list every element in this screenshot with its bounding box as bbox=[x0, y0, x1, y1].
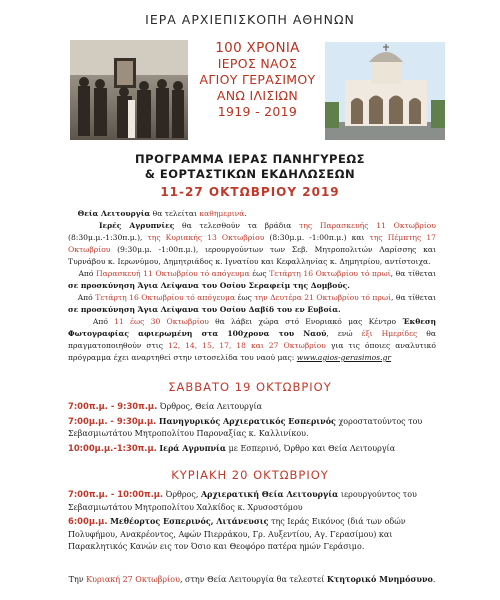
schedule-row bbox=[68, 442, 436, 456]
title-line-1: 100 ΧΡΟΝΙΑ bbox=[215, 40, 300, 56]
text: για τις όποιες αναλυτικό πρόγραμμα έχει αναρτηθεί στην ιστοσελίδα του ναού μας: bbox=[68, 341, 437, 362]
text: θα λάβει χώρα στό Ενοριακό μας Κέντρο bbox=[208, 317, 403, 326]
text-highlight: έξι Ημερίδες bbox=[361, 329, 418, 338]
text: θα πραγματοποιηθούν στις bbox=[68, 329, 436, 350]
footer-text: , στην Θεία Λειτουργία θα τελεστεί bbox=[179, 575, 327, 584]
text: . bbox=[244, 209, 247, 218]
event-time: 7:00π.μ. - 9:30π.μ. bbox=[68, 401, 158, 411]
text-strong: σε προσκύνηση Άγια Λείψανα του Οσίου Σεραφείμ της Δομβούς. bbox=[68, 281, 350, 290]
text-highlight: Παρασκευή 11 Οκτωβρίου τό απόγευμα bbox=[96, 269, 250, 278]
title-line-4: ΑΝΩ ΙΛΙΣΙΩΝ bbox=[216, 88, 299, 103]
event-time: 10:00μ.μ.-1:30π.μ. bbox=[68, 442, 157, 453]
text: (8:30μ.μ. -1:00π.μ.) και bbox=[264, 233, 370, 242]
archdiocese-header: ΙΕΡΑ ΑΡΧΙΕΠΙΣΚΟΠΗ ΑΘΗΝΩΝ bbox=[145, 12, 355, 27]
title-line-5: 1919 - 2019 bbox=[217, 104, 298, 119]
text: , θα τίθεται bbox=[391, 293, 436, 302]
title-line-3: ΑΓΙΟΥ ΓΕΡΑΣΙΜΟΥ bbox=[199, 72, 316, 87]
paragraph-vigils bbox=[68, 220, 436, 268]
text: Από bbox=[78, 269, 97, 278]
memorial-footer bbox=[68, 574, 436, 584]
text: Από bbox=[77, 293, 96, 302]
footer-text: Την bbox=[68, 575, 87, 584]
schedule-row bbox=[68, 400, 436, 414]
paragraph-exhibition bbox=[68, 316, 436, 364]
church-building-photo bbox=[325, 42, 445, 140]
text-strong: Έκθεση Φωτογραφίας αφιερωμένη στα 100χρονα του Ναού bbox=[68, 317, 436, 338]
footer-date: Κυριακή 27 Οκτωβρίου bbox=[86, 575, 180, 584]
event-time: 7:00π.μ. - 10:00π.μ. bbox=[68, 489, 164, 499]
event-title: Ιερά Αγρυπνία bbox=[159, 442, 227, 453]
text-highlight: την Δευτέρα 21 Οκτωβρίου τό πρωί bbox=[254, 293, 392, 302]
centenary-title bbox=[190, 40, 325, 120]
text-highlight: της Κυριακής 13 Οκτωβρίου bbox=[147, 233, 265, 242]
saturday-schedule bbox=[68, 400, 436, 456]
text-highlight: Τετάρτη 16 Οκτωβρίου τό πρωί bbox=[269, 269, 391, 278]
saturday-heading: ΣΑΒΒΑΤΟ 19 ΟΚΤΩΒΡΙΟΥ bbox=[168, 380, 332, 394]
schedule-row bbox=[68, 515, 436, 554]
text: έως bbox=[235, 293, 255, 302]
text-highlight: 12, 14, 15, 17, 18 και 27 Οκτωβρίου bbox=[168, 341, 326, 350]
paragraph-relics-seraphim bbox=[68, 268, 436, 292]
program-heading bbox=[0, 152, 500, 199]
text: (8:30μ.μ.-1:30π.μ.), bbox=[68, 233, 148, 242]
text: θα τελείται bbox=[150, 209, 200, 218]
event-time: 6:00μ.μ. bbox=[68, 516, 108, 526]
footer-text: . bbox=[432, 575, 436, 584]
event-time: 7:00μ.μ. - 9:30μ.μ. bbox=[68, 415, 157, 426]
text: θα τελεσθούν τα βράδια bbox=[174, 221, 300, 230]
title-line-2: ΙΕΡΟΣ ΝΑΟΣ bbox=[217, 56, 298, 71]
program-title-line-2: & ΕΟΡΤΑΣΤΙΚΩΝ ΕΚΔΗΛΩΣΕΩΝ bbox=[144, 167, 356, 181]
program-dates: 11-27 ΟΚΤΩΒΡΙΟΥ 2019 bbox=[160, 185, 340, 199]
program-title-line-1: ΠΡΟΓΡΑΜΜΑ ΙΕΡΑΣ ΠΑΝΗΓΥΡΕΩΣ bbox=[135, 152, 365, 166]
schedule-row bbox=[68, 488, 436, 514]
text: έως bbox=[249, 269, 270, 278]
text-strong: σε προσκύνηση Άγια Λείψανα του Οσίου Δαβίδ του εν Ευβοία. bbox=[68, 305, 341, 314]
website-link[interactable]: www.agios-gerasimos.gr bbox=[296, 353, 392, 362]
text-highlight: της Παρασκευής 11 Οκτωβρίου bbox=[299, 221, 436, 230]
sunday-heading: ΚΥΡΙΑΚΗ 20 ΟΚΤΩΒΡΙΟΥ bbox=[171, 468, 329, 482]
text-highlight: 11 έως 30 Οκτωβρίου bbox=[114, 317, 209, 326]
text-strong: Ιερές Αγρυπνίες bbox=[98, 221, 175, 230]
event-title: Αρχιερατική Θεία Λειτουργία bbox=[200, 489, 339, 499]
paragraph-relics-david bbox=[68, 292, 436, 316]
event-text: ιερουργούντος του Σεβασμιωτάτου Μητροπολίτου Χαλκίδος κ. Χρυσοστόμου bbox=[68, 490, 417, 512]
text: Από bbox=[92, 317, 115, 326]
event-title: Πανηγυρικός Αρχιερατικός Εσπερινός bbox=[158, 415, 336, 426]
event-text: χοροστατούντος του Σεβασμιωτάτου Μητροπολίτου Παροναξίας κ. Καλλινίκου. bbox=[68, 416, 423, 438]
announcement-body bbox=[68, 208, 436, 364]
event-text: Όρθρος, Θεία Λειτουργία bbox=[157, 402, 263, 411]
historic-procession-photo bbox=[70, 40, 188, 140]
event-text: της Ιεράς Εικόνος (διά των οδών Πολυφήμου, Ανακρέοντος, Αφών Πιερράκου, Γρ. Αυξεντίου, Αγ. Γερασίμου) και Παρακλητικός Κανών εις τον Όσιο και Θεοφόρο πατέρα ημών Γεράσιμο. bbox=[68, 517, 406, 551]
text: (9:30μ.μ. -1:00π.μ.), ιερουργούντων των Σεβ. Μητροπολιτών Λαρίσσης και Τυρνάβου κ. Ιερωνύμου, Δημητριάδος κ. Ιγνατίου και Κεφαλληνίας κ. Δημητρίου, αντίστοιχα. bbox=[68, 245, 436, 266]
text: , ενώ bbox=[326, 329, 362, 338]
text-highlight: Τετάρτη 16 Οκτωβρίου τό απόγευμα bbox=[95, 293, 236, 302]
event-text: με Εσπερινό, Όρθρο και Θεία Λειτουργία bbox=[226, 443, 396, 453]
event-title: Μεθέορτος Εσπερινός, Λιτάνευσις bbox=[110, 516, 269, 526]
text-highlight: καθημερινά bbox=[199, 209, 245, 218]
text-highlight: της Πέμπτης 17 Οκτωβρίου bbox=[68, 233, 436, 254]
event-text: Όρθρος, bbox=[163, 490, 201, 499]
text-strong: Θεία Λειτουργία bbox=[77, 209, 151, 218]
paragraph-daily-liturgy bbox=[68, 208, 436, 220]
schedule-row bbox=[68, 415, 436, 441]
text: , θα τίθεται bbox=[390, 269, 436, 278]
footer-event: Κτητορικό Μνημόσυνο bbox=[326, 574, 433, 584]
sunday-schedule bbox=[68, 488, 436, 555]
